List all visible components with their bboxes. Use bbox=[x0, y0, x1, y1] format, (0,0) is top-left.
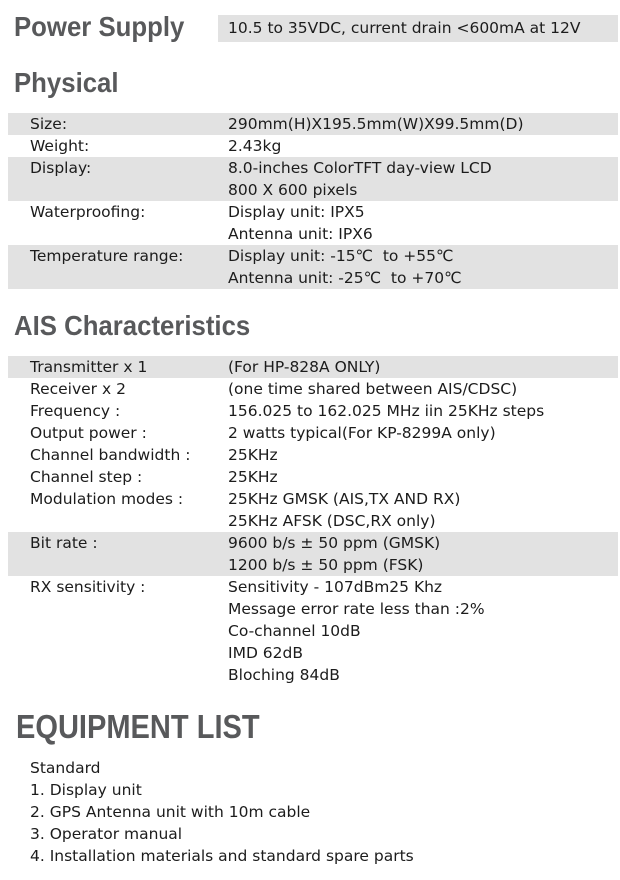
equipment-list-item: 2. GPS Antenna unit with 10m cable bbox=[30, 803, 311, 821]
spec-label: Frequency : bbox=[30, 402, 121, 420]
spec-label: Size: bbox=[30, 115, 68, 133]
ais-row-receiver bbox=[8, 378, 618, 400]
spec-value-line: (For HP-828A ONLY) bbox=[228, 358, 381, 376]
power-supply-heading: Power Supply bbox=[14, 11, 185, 42]
spec-value-line: (one time shared between AIS/CDSC) bbox=[228, 380, 518, 398]
spec-label: Display: bbox=[30, 159, 92, 177]
ais-row-frequency bbox=[8, 400, 618, 422]
physical-table bbox=[8, 113, 618, 289]
spec-value-line: 2 watts typical(For KP-8299A only) bbox=[228, 424, 496, 442]
spec-label: Channel step : bbox=[30, 468, 143, 486]
spec-value-line: 25KHz bbox=[228, 446, 278, 464]
physical-row-temperature bbox=[8, 245, 618, 289]
physical-heading: Physical bbox=[14, 67, 119, 98]
spec-label: Transmitter x 1 bbox=[30, 358, 148, 376]
spec-value-line: Display unit: -15℃ to +55℃ bbox=[228, 247, 454, 265]
spec-value-line: Display unit: IPX5 bbox=[228, 203, 365, 221]
spec-value bbox=[228, 135, 618, 157]
spec-label: Receiver x 2 bbox=[30, 380, 126, 398]
power-supply-section bbox=[0, 12, 620, 42]
spec-value-line: Co-channel 10dB bbox=[228, 622, 361, 640]
spec-label: Bit rate : bbox=[30, 534, 98, 552]
spec-value bbox=[228, 245, 618, 289]
spec-value bbox=[228, 157, 618, 201]
spec-value-line: Sensitivity - 107dBm25 Khz bbox=[228, 578, 443, 596]
ais-row-transmitter bbox=[8, 356, 618, 378]
physical-row-weight bbox=[8, 135, 618, 157]
ais-row-rx-sensitivity bbox=[8, 576, 618, 686]
spec-value-line: 25KHz AFSK (DSC,RX only) bbox=[228, 512, 436, 530]
spec-label: Modulation modes : bbox=[30, 490, 184, 508]
equipment-list-intro: Standard bbox=[30, 759, 101, 777]
spec-value-line: 2.43kg bbox=[228, 137, 282, 155]
spec-value-line: Bloching 84dB bbox=[228, 666, 340, 684]
ais-row-bit-rate bbox=[8, 532, 618, 576]
equipment-list-heading: EQUIPMENT LIST bbox=[16, 708, 260, 745]
physical-row-waterproofing bbox=[8, 201, 618, 245]
spec-value bbox=[228, 356, 618, 378]
ais-characteristics-heading: AIS Characteristics bbox=[14, 310, 251, 341]
spec-value bbox=[228, 378, 618, 400]
spec-value-line: 25KHz GMSK (AIS,TX AND RX) bbox=[228, 490, 461, 508]
spec-value bbox=[228, 576, 618, 686]
ais-row-channel-bandwidth bbox=[8, 444, 618, 466]
ais-table bbox=[8, 356, 618, 686]
physical-row-size bbox=[8, 113, 618, 135]
spec-value-line: 8.0-inches ColorTFT day-view LCD bbox=[228, 159, 492, 177]
spec-label: Weight: bbox=[30, 137, 90, 155]
spec-label: Output power : bbox=[30, 424, 147, 442]
ais-row-output-power bbox=[8, 422, 618, 444]
spec-label: Waterproofing: bbox=[30, 203, 146, 221]
spec-value-line: 9600 b/s ± 50 ppm (GMSK) bbox=[228, 534, 441, 552]
equipment-list-item: 4. Installation materials and standard spare parts bbox=[30, 847, 414, 865]
spec-value bbox=[228, 113, 618, 135]
spec-label: RX sensitivity : bbox=[30, 578, 146, 596]
ais-row-modulation-modes bbox=[8, 488, 618, 532]
spec-value-line: 1200 b/s ± 50 ppm (FSK) bbox=[228, 556, 424, 574]
spec-label: Channel bandwidth : bbox=[30, 446, 191, 464]
spec-value-line: 25KHz bbox=[228, 468, 278, 486]
spec-value bbox=[228, 444, 618, 466]
spec-value bbox=[228, 422, 618, 444]
power-supply-value: 10.5 to 35VDC, current drain <600mA at 12V bbox=[218, 15, 618, 42]
spec-value-line: 800 X 600 pixels bbox=[228, 181, 358, 199]
spec-value-line: Antenna unit: -25℃ to +70℃ bbox=[228, 269, 462, 287]
spec-label: Temperature range: bbox=[30, 247, 184, 265]
spec-value-line: 290mm(H)X195.5mm(W)X99.5mm(D) bbox=[228, 115, 524, 133]
spec-value bbox=[228, 466, 618, 488]
spec-value-line: Antenna unit: IPX6 bbox=[228, 225, 373, 243]
equipment-list bbox=[30, 757, 620, 867]
spec-value-line: 156.025 to 162.025 MHz iin 25KHz steps bbox=[228, 402, 545, 420]
equipment-list-item: 3. Operator manual bbox=[30, 825, 183, 843]
spec-value-line: IMD 62dB bbox=[228, 644, 304, 662]
physical-row-display bbox=[8, 157, 618, 201]
spec-value bbox=[228, 400, 618, 422]
spec-value bbox=[228, 488, 618, 532]
spec-value-line: Message error rate less than :2% bbox=[228, 600, 485, 618]
spec-value bbox=[228, 201, 618, 245]
ais-row-channel-step bbox=[8, 466, 618, 488]
equipment-list-item: 1. Display unit bbox=[30, 781, 142, 799]
spec-value bbox=[228, 532, 618, 576]
